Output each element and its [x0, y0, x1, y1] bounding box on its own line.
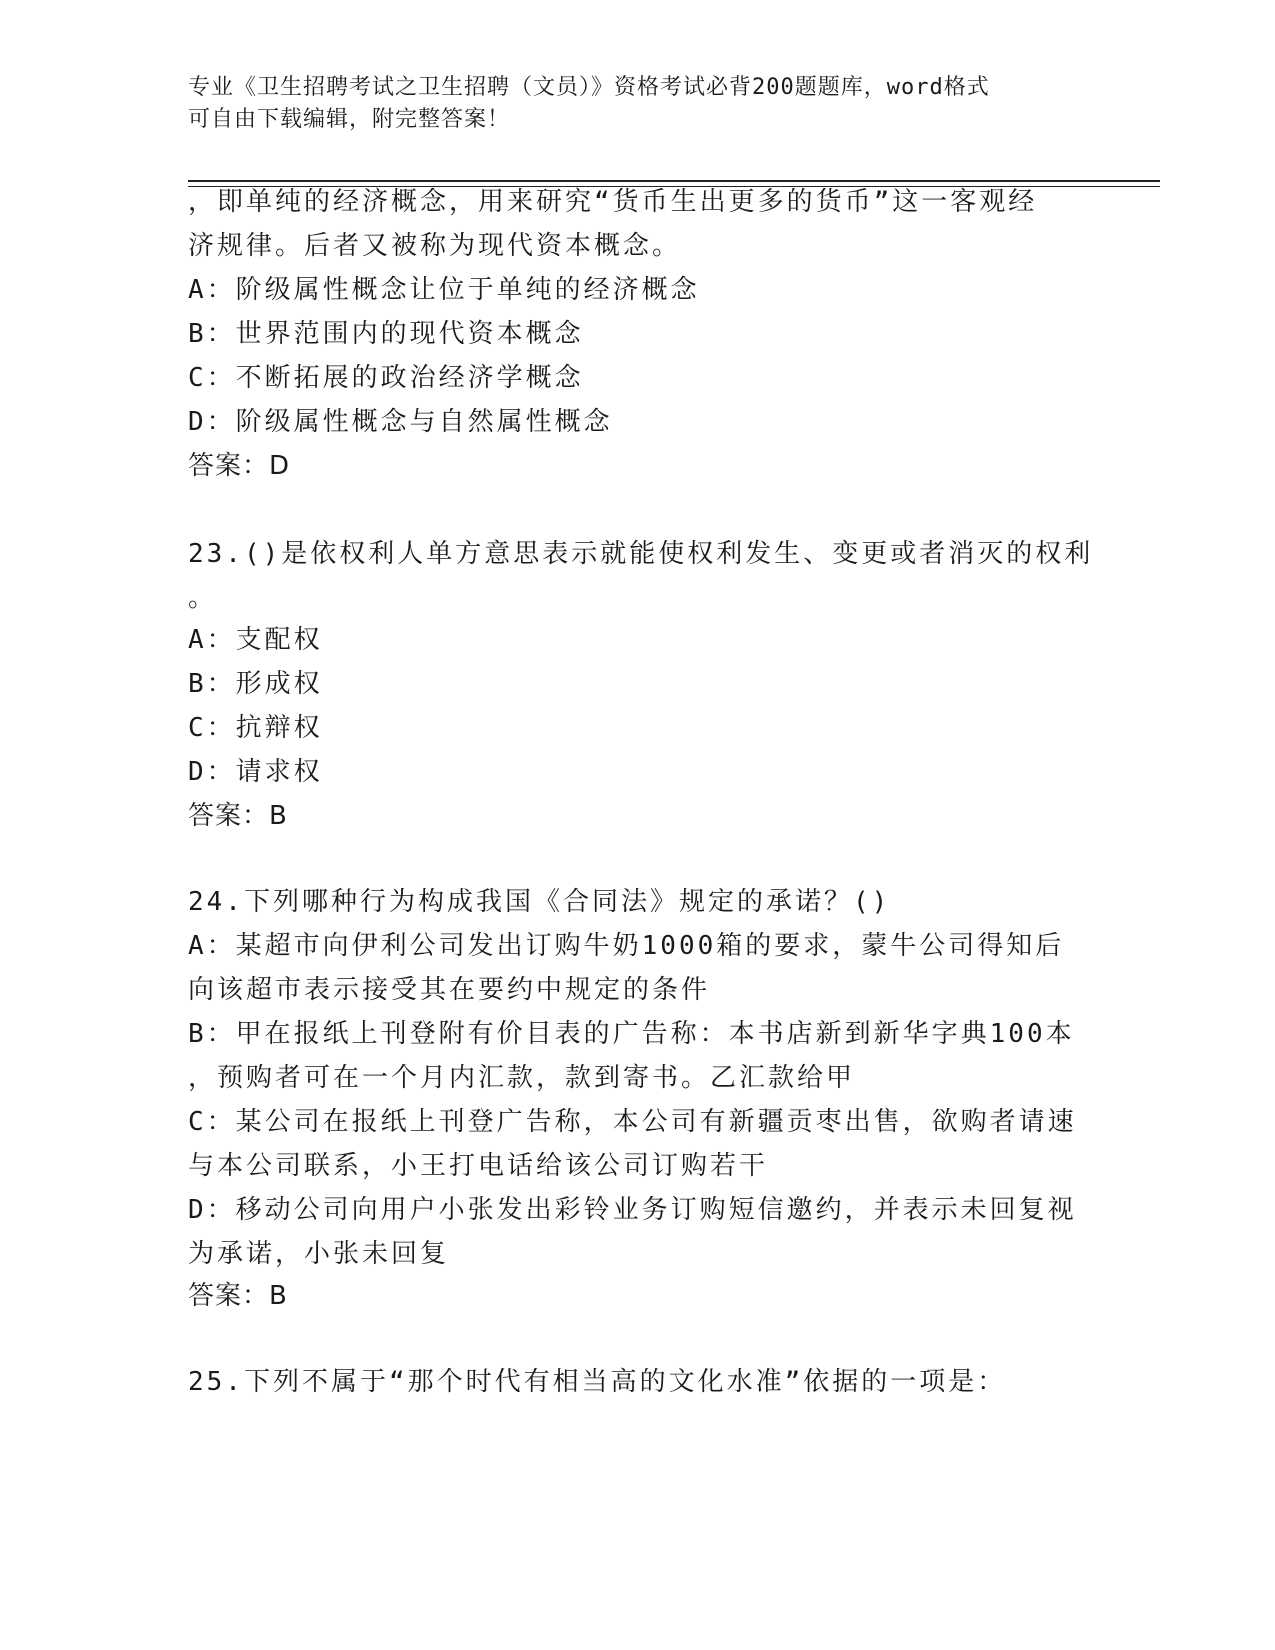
q23-option-b: B：形成权	[188, 669, 323, 699]
q24-option-a-line-2: 向该超市表示接受其在要约中规定的条件	[188, 975, 711, 1005]
q22-stem-continuation-1: ，即单纯的经济概念，用来研究“货币生出更多的货币”这一客观经	[188, 187, 1038, 217]
q23-answer: 答案：B	[188, 801, 288, 831]
q24-option-d-line-1: D：移动公司向用户小张发出彩铃业务订购短信邀约，并表示未回复视	[188, 1195, 1077, 1225]
document-header	[188, 72, 1088, 136]
q24-option-d-line-2: 为承诺，小张未回复	[188, 1239, 450, 1269]
q22-answer: 答案：D	[188, 451, 291, 481]
q23-stem-line-1: 23.()是依权利人单方意思表示就能使权利发生、变更或者消灭的权利	[188, 539, 1094, 569]
q24-option-b-line-1: B：甲在报纸上刊登附有价目表的广告称：本书店新到新华字典100本	[188, 1019, 1075, 1049]
header-divider-thick	[188, 180, 1160, 182]
q23-option-a: A：支配权	[188, 625, 323, 655]
q24-option-c-line-1: C：某公司在报纸上刊登广告称，本公司有新疆贡枣出售，欲购者请速	[188, 1107, 1077, 1137]
q22-option-b: B：世界范围内的现代资本概念	[188, 319, 584, 349]
q23-option-c: C：抗辩权	[188, 713, 323, 743]
q22-stem-continuation-2: 济规律。后者又被称为现代资本概念。	[188, 231, 682, 261]
q25-stem: 25.下列不属于“那个时代有相当高的文化水准”依据的一项是：	[188, 1367, 1007, 1397]
q24-option-a-line-1: A：某超市向伊利公司发出订购牛奶1000箱的要求，蒙牛公司得知后	[188, 931, 1065, 961]
q24-stem: 24.下列哪种行为构成我国《合同法》规定的承诺？()	[188, 887, 891, 917]
q22-option-a: A：阶级属性概念让位于单纯的经济概念	[188, 275, 700, 305]
q22-option-c: C：不断拓展的政治经济学概念	[188, 363, 584, 393]
q24-answer: 答案：B	[188, 1281, 288, 1311]
header-title-line-1: 专业《卫生招聘考试之卫生招聘（文员）》资格考试必背200题题库，word格式	[188, 75, 990, 100]
q24-option-b-line-2: ，预购者可在一个月内汇款，款到寄书。乙汇款给甲	[188, 1063, 856, 1093]
header-title-line-2: 可自由下载编辑，附完整答案！	[188, 107, 511, 132]
q23-stem-line-2: 。	[188, 583, 218, 613]
q22-option-d: D：阶级属性概念与自然属性概念	[188, 407, 613, 437]
q24-option-c-line-2: 与本公司联系，小王打电话给该公司订购若干	[188, 1151, 769, 1181]
q23-option-d: D：请求权	[188, 757, 323, 787]
